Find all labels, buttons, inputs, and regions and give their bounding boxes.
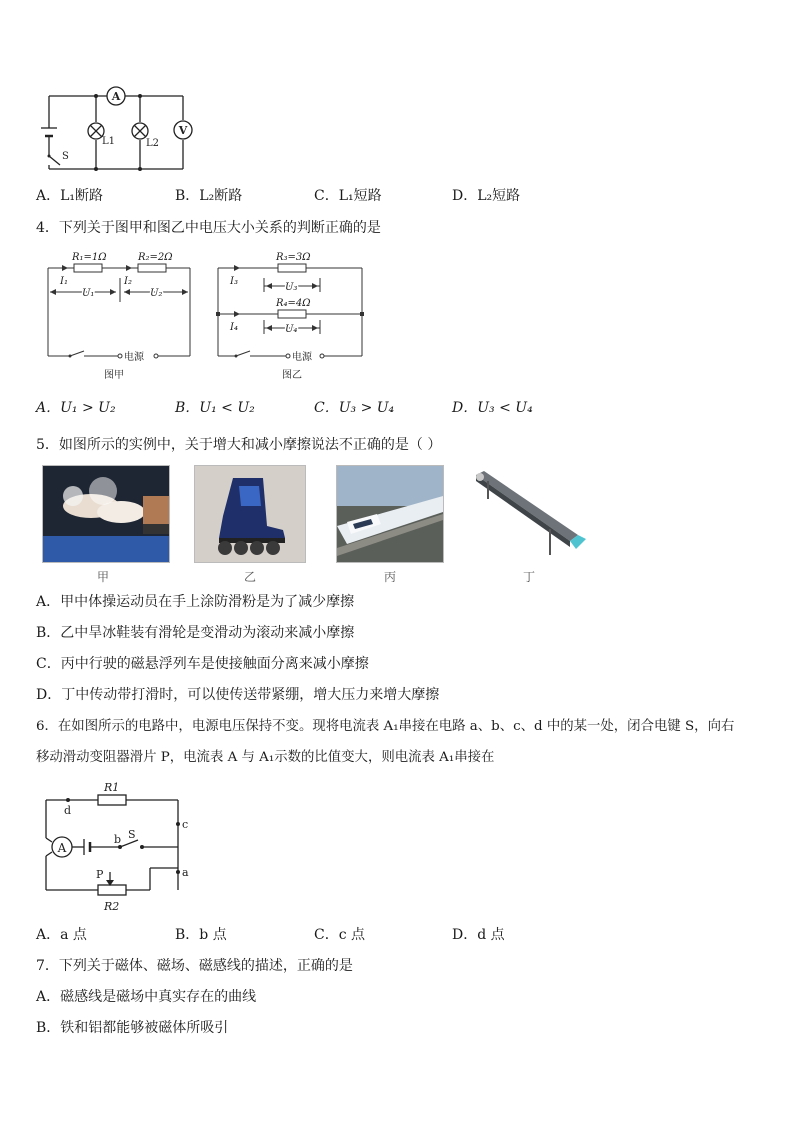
q7-stem: 7．下列关于磁体、磁场、磁感线的描述，正确的是 [36,958,353,974]
q4-stem: 4．下列关于图甲和图乙中电压大小关系的判断正确的是 [36,220,381,236]
q7-option-b[interactable]: B．铁和铝都能够被磁体所吸引 [36,1020,229,1036]
q4-option-b[interactable]: B．U₁ < U₂ [175,400,255,416]
q3-lamp1-label: L1 [102,136,116,147]
q5-photo-bing [336,465,444,563]
q5-photo-ding [470,465,590,561]
q6-ammeter-label: A [57,841,67,855]
q7-option-a[interactable]: A．磁感线是磁场中真实存在的曲线 [36,989,257,1005]
q6-r1-label: R1 [104,781,120,794]
q6-slider-label: P [96,868,104,881]
q4-r4-label: R₄=4Ω [276,298,311,309]
q3-switch-label: S [62,151,69,162]
q4-r1-label: R₁=1Ω [72,252,107,263]
q4-option-c[interactable]: C．U₃ > U₄ [314,400,395,416]
q6-option-c[interactable]: C．c 点 [314,927,366,943]
q6-stem-line1: 6．在如图所示的电路中，电源电压保持不变。现将电流表 A₁串接在电路 a、b、c、d 中的某一处，闭合电键 S，向右 [36,719,735,734]
q4-i1-label: I₁ [60,276,68,287]
q4-r2-label: R₂=2Ω [138,252,173,263]
q6-point-c: c [182,818,189,831]
q6-r2-label: R2 [104,900,120,913]
q6-point-b: b [114,833,122,846]
q4-caption-jia: 图甲 [104,370,124,381]
q4-fig-yi [212,248,372,383]
q6-circuit-diagram [40,780,190,915]
q3-option-a[interactable]: A．L₁断路 [36,188,104,204]
q5-caption-jia: 甲 [97,570,110,584]
q6-point-a: a [182,866,189,879]
q3-option-c[interactable]: C．L₁短路 [314,188,382,204]
q4-u2-label: U₂ [150,288,163,299]
q6-stem-line2: 移动滑动变阻器滑片 P，电流表 A 与 A₁示数的比值变大，则电流表 A₁串接在 [36,750,495,765]
q3-voltmeter-label: V [178,124,188,137]
q4-u1-label: U₁ [82,288,95,299]
q5-photo-jia [42,465,170,563]
q6-switch-label: S [128,828,136,841]
q3-ammeter-label: A [111,90,121,103]
q5-caption-ding: 丁 [523,570,536,584]
q4-i2-label: I₂ [124,276,132,287]
q5-option-b[interactable]: B．乙中旱冰鞋装有滑轮是变滑动为滚动来减小摩擦 [36,625,355,641]
q6-option-b[interactable]: B．b 点 [175,927,227,943]
q4-option-d[interactable]: D．U₃ < U₄ [452,400,533,416]
q6-point-d: d [64,804,72,817]
q4-source-label-yi: 电源 [292,352,312,363]
q4-i4-label: I₄ [230,322,238,333]
q3-option-d[interactable]: D．L₂短路 [452,188,521,204]
q4-u4-label: U₄ [285,324,298,335]
q3-lamp2-label: L2 [146,138,160,149]
q6-option-a[interactable]: A．a 点 [36,927,87,943]
q4-fig-jia [40,248,200,383]
q6-option-d[interactable]: D．d 点 [452,927,505,943]
q5-caption-bing: 丙 [384,570,397,584]
q5-stem: 5．如图所示的实例中，关于增大和减小摩擦说法不正确的是（ ） [36,437,442,453]
q5-caption-yi: 乙 [244,570,257,584]
q4-caption-yi: 图乙 [282,370,302,381]
q4-source-label-jia: 电源 [124,352,144,363]
q5-option-d[interactable]: D．丁中传动带打滑时，可以使传送带紧绷，增大压力来增大摩擦 [36,687,440,703]
q5-photo-yi [194,465,306,563]
q4-option-a[interactable]: A．U₁ > U₂ [36,400,116,416]
q5-option-c[interactable]: C．丙中行驶的磁悬浮列车是使接触面分离来减小摩擦 [36,656,369,672]
q4-u3-label: U₃ [285,282,298,293]
q3-circuit-diagram [36,84,196,174]
q4-i3-label: I₃ [230,276,238,287]
q5-option-a[interactable]: A．甲中体操运动员在手上涂防滑粉是为了减少摩擦 [36,594,355,610]
q4-r3-label: R₃=3Ω [276,252,311,263]
q3-option-b[interactable]: B．L₂断路 [175,188,243,204]
